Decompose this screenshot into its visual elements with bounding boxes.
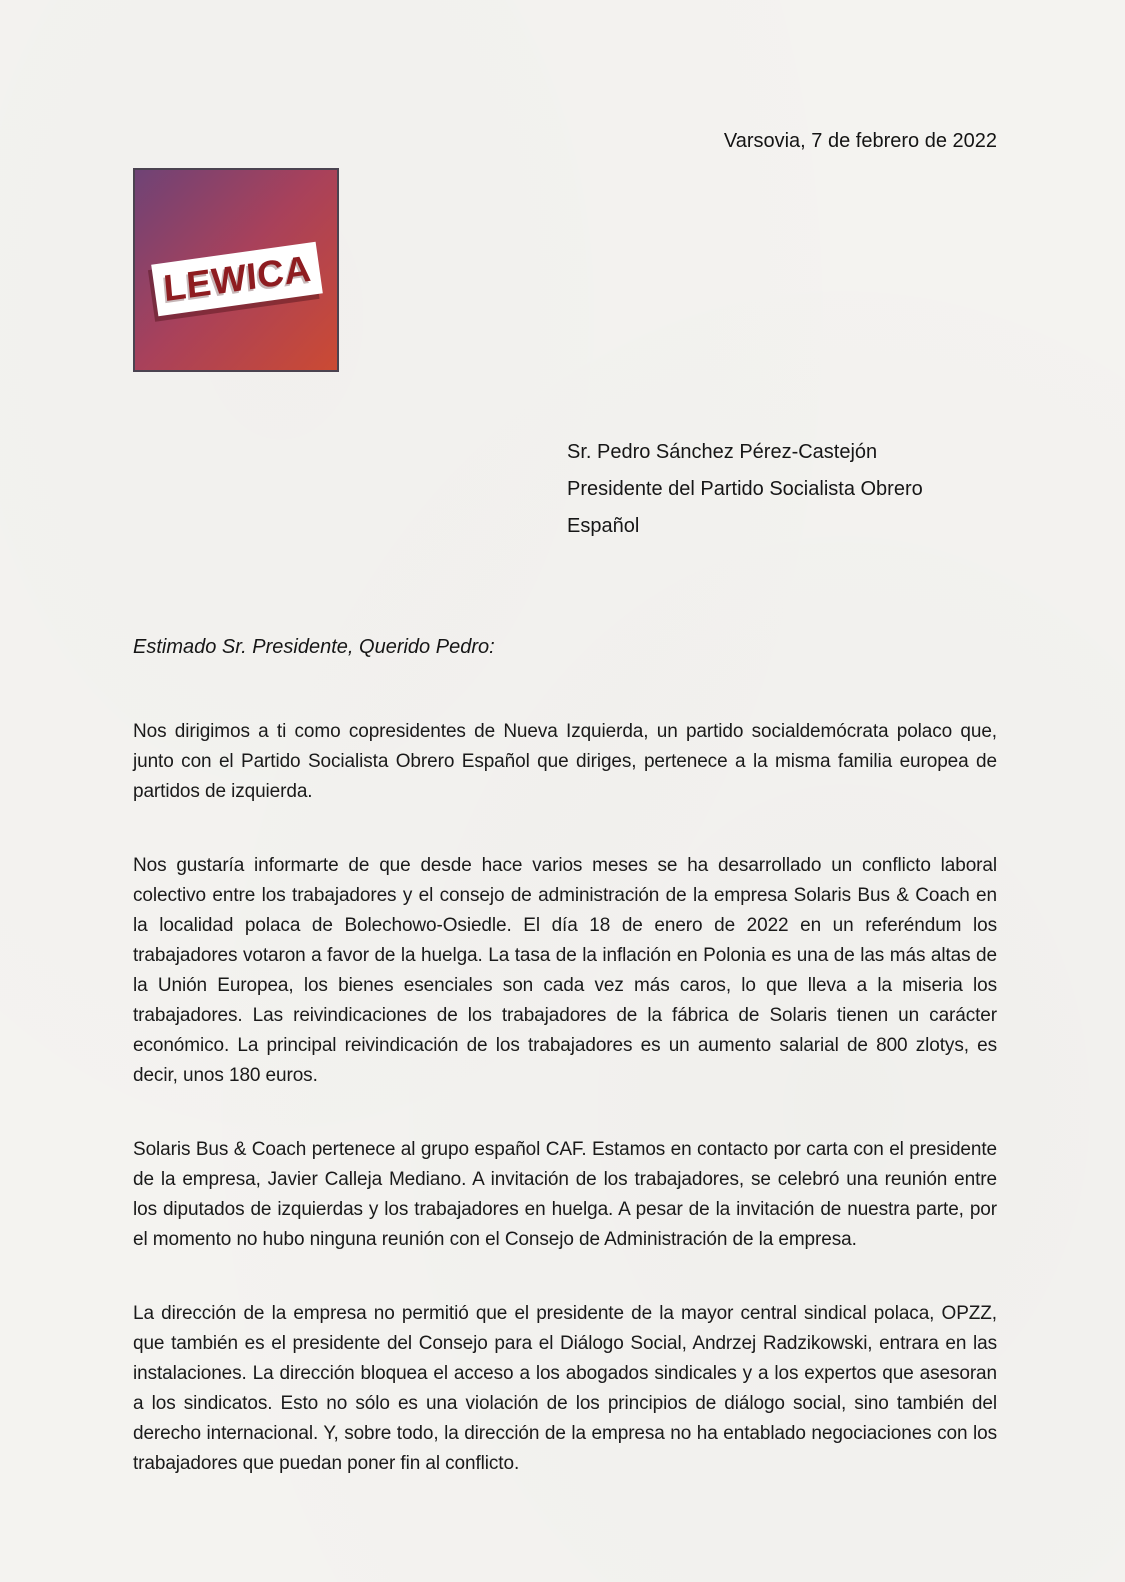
lewica-logo-banner xyxy=(151,242,323,317)
paragraph-conflict-description: Nos gustaría informarte de que desde hace varios meses se ha desarrollado un conflicto laboral colectivo entre los trabajadores y el consejo de administración de la empresa Solaris Bus & Coach en la localidad polaca de Bolechowo-Osiedle. El día 18 de enero de 2022 en un referéndum los trabajadores votaron a favor de la huelga. La tasa de la inflación en Polonia es una de las más altas de la Unión Europea, los bienes esenciales son cada vez más caros, lo que lleva a la miseria los trabajadores. Las reivindicaciones de los trabajadores de la fábrica de Solaris tienen un carácter económico. La principal reivindicación de los trabajadores es un aumento salarial de 800 zlotys, es decir, unos 180 euros. xyxy=(133,855,997,1086)
letter-body xyxy=(133,717,997,1479)
recipient-block xyxy=(567,434,997,545)
lewica-logo xyxy=(133,168,339,372)
paragraph-caf-contact: Solaris Bus & Coach pertenece al grupo español CAF. Estamos en contacto por carta con el presidente de la empresa, Javier Calleja Mediano. A invitación de los trabajadores, se celebró una reunión entre los diputados de izquierdas y los trabajadores en huelga. A pesar de la invitación de nuestra parte, por el momento no hubo ninguna reunión con el Consejo de Administración de la empresa. xyxy=(133,1139,997,1250)
recipient-name: Sr. Pedro Sánchez Pérez-Castejón xyxy=(567,441,878,463)
recipient-title: Presidente del Partido Socialista Obrero Español xyxy=(567,478,923,537)
paragraph-introduction: Nos dirigimos a ti como copresidentes de Nueva Izquierda, un partido socialdemócrata polaco que, junto con el Partido Socialista Obrero Español que diriges, pertenece a la misma familia europea de partidos de izquierda. xyxy=(133,721,997,802)
lewica-logo-text: LEWICA xyxy=(161,247,313,310)
paragraph-management-criticism: La dirección de la empresa no permitió que el presidente de la mayor central sindical polaca, OPZZ, que también es el presidente del Consejo para el Diálogo Social, Andrzej Radzikowski, entrara en las instalaciones. La dirección bloquea el acceso a los abogados sindicales y a los expertos que asesoran a los sindicatos. Esto no sólo es una violación de los principios de diálogo social, sino también del derecho internacional. Y, sobre todo, la dirección de la empresa no ha entablado negociaciones con los trabajadores que puedan poner fin al conflicto. xyxy=(133,1303,997,1474)
letter-date: Varsovia, 7 de febrero de 2022 xyxy=(723,130,997,152)
salutation: Estimado Sr. Presidente, Querido Pedro: xyxy=(133,636,495,658)
